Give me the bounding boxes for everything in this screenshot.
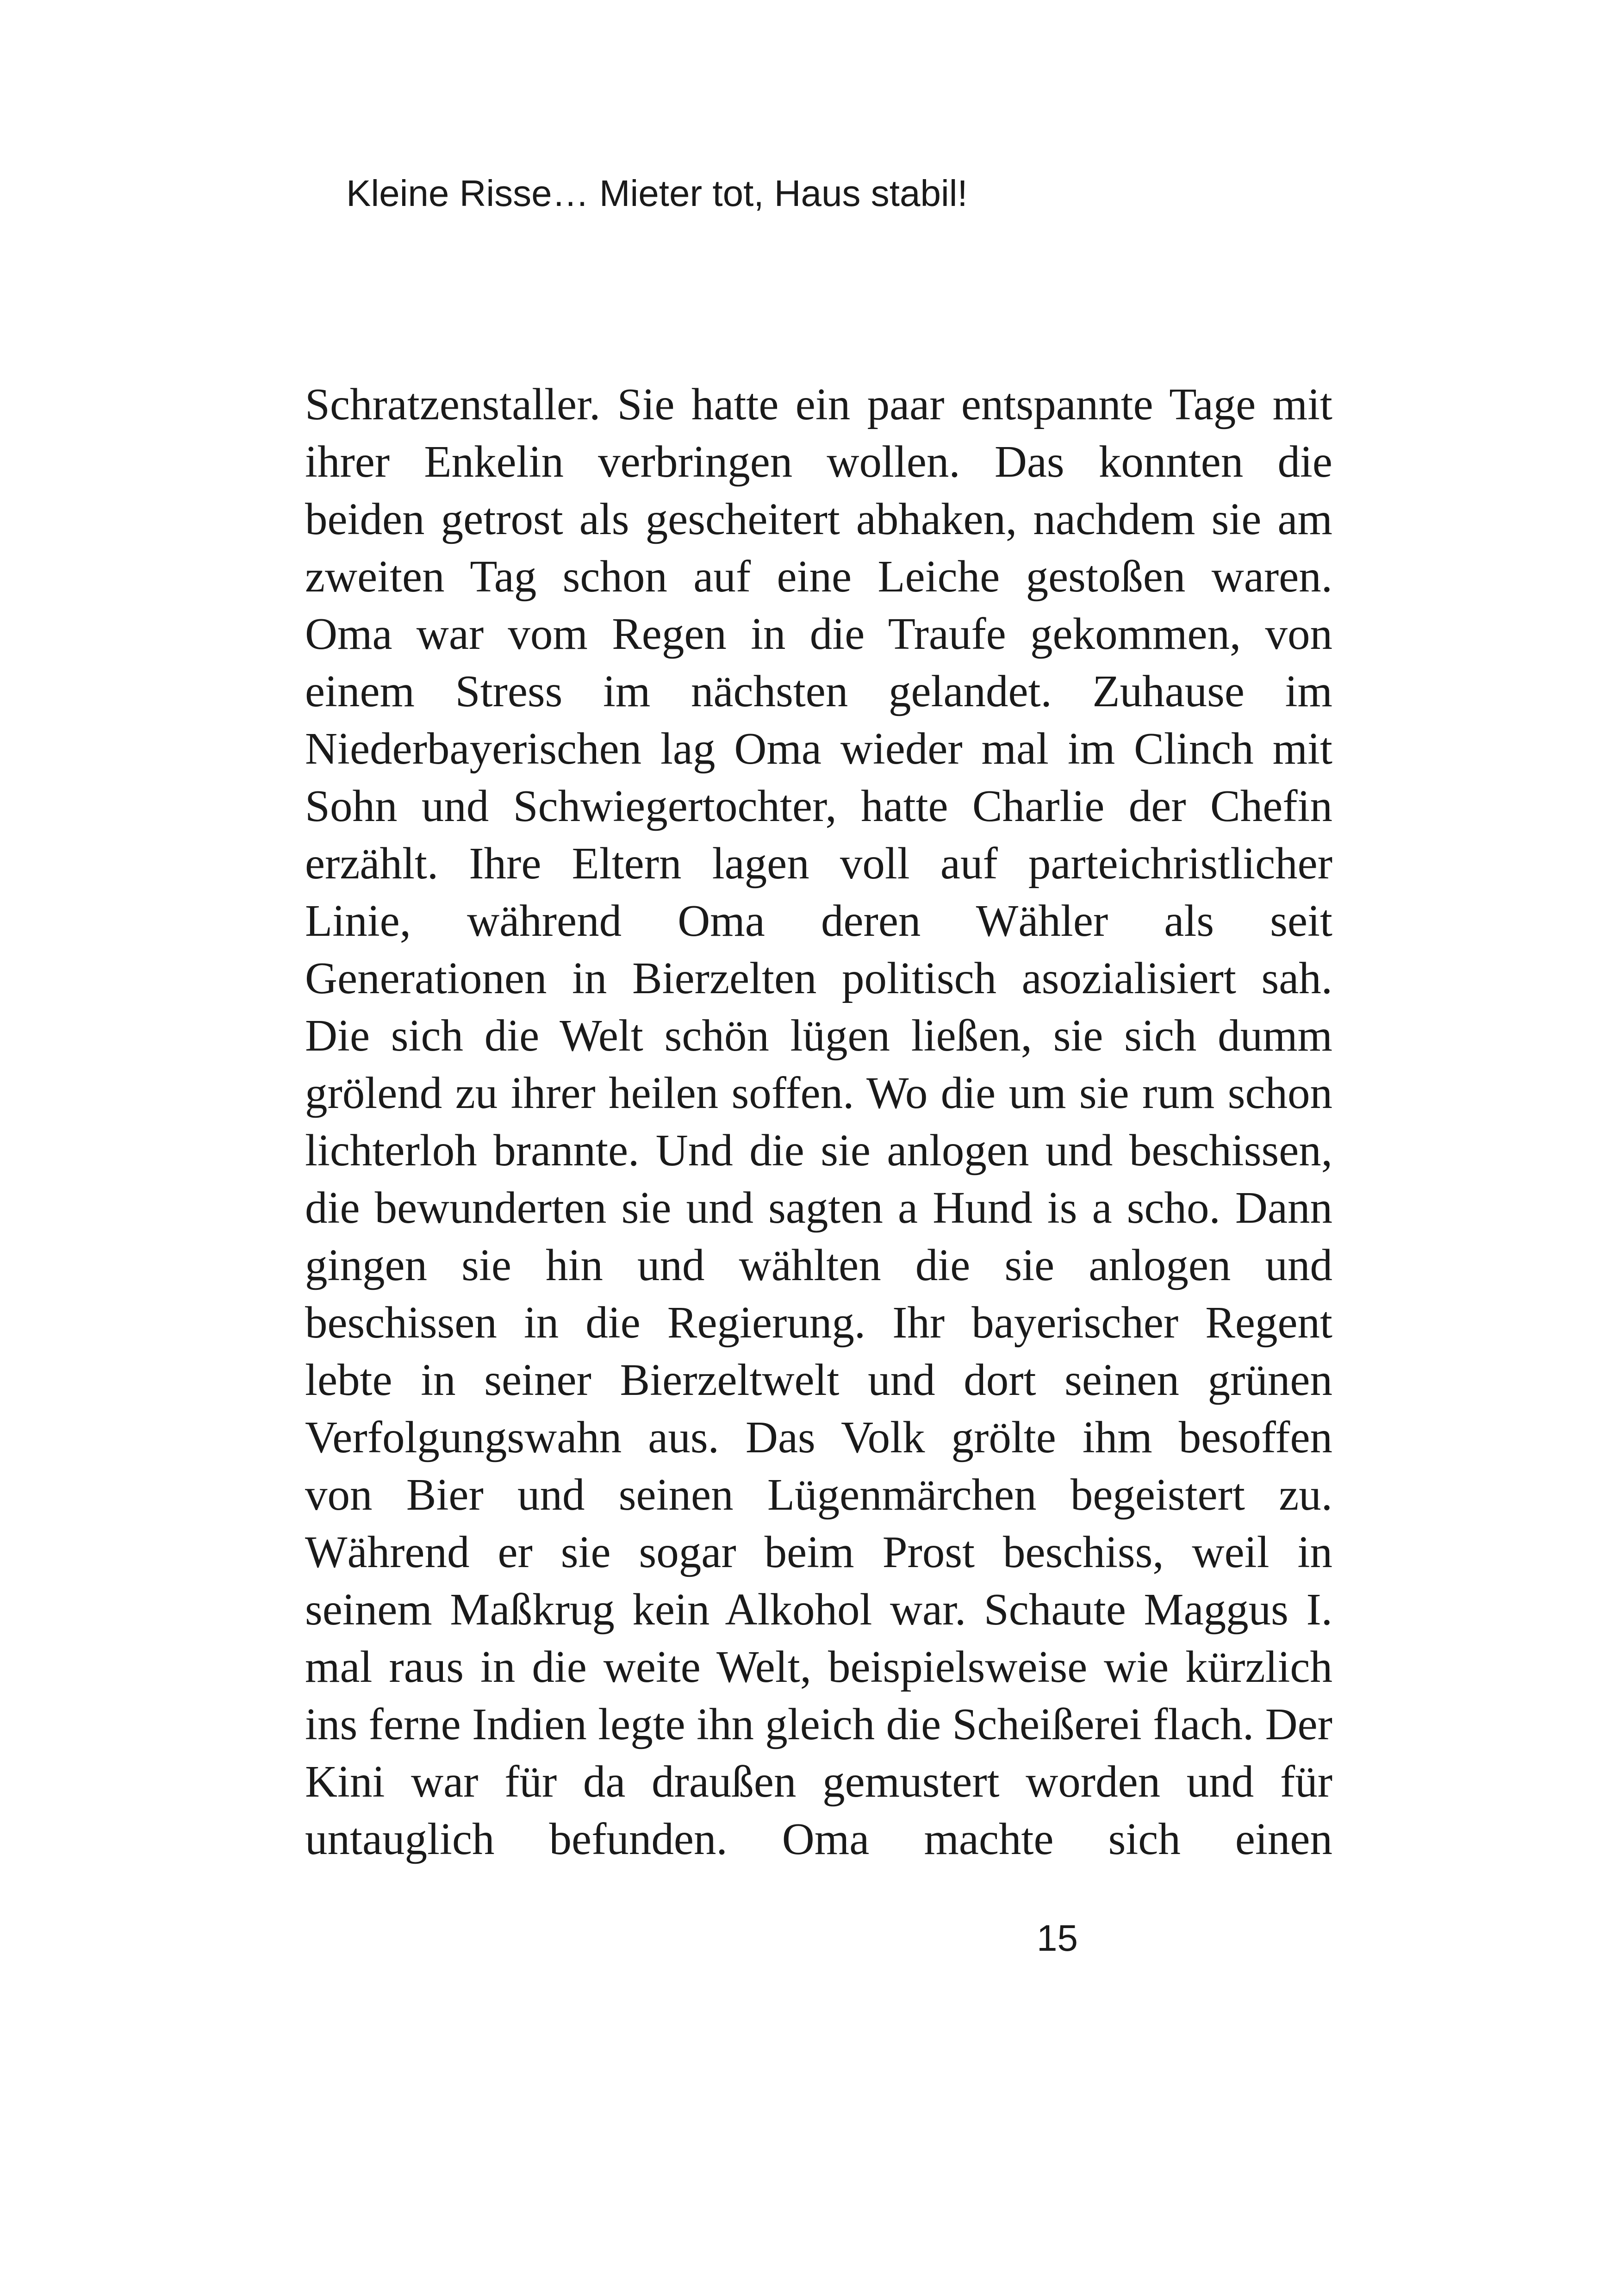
text-line: Schratzenstaller. Sie hatte ein paar entspannte Tage mit — [305, 380, 1332, 429]
text-line: von Bier und seinen Lügenmärchen begeistert zu. — [305, 1470, 1332, 1519]
text-line: Niederbayerischen lag Oma wieder mal im Clinch mit — [305, 724, 1332, 773]
text-line: mal raus in die weite Welt, beispielsweise wie kürzlich — [305, 1642, 1332, 1692]
text-line: beschissen in die Regierung. Ihr bayerischer Regent — [305, 1298, 1332, 1347]
running-header: Kleine Risse… Mieter tot, Haus stabil! — [346, 173, 968, 214]
text-line: beiden getrost als gescheitert abhaken, nachdem sie am — [305, 494, 1332, 544]
text-line: Während er sie sogar beim Prost beschiss, weil in — [305, 1527, 1332, 1577]
text-line: Sohn und Schwiegertochter, hatte Charlie der Chefin — [305, 781, 1332, 831]
text-line: untauglich befunden. Oma machte sich einen — [305, 1814, 1332, 1864]
text-line: lichterloh brannte. Und die sie anlogen und beschissen, — [305, 1126, 1332, 1175]
text-line: Generationen in Bierzelten politisch asozialisiert sah. — [305, 953, 1332, 1003]
text-line: ins ferne Indien legte ihn gleich die Scheißerei flach. Der — [305, 1699, 1332, 1749]
page-number: 15 — [1037, 1917, 1078, 1959]
body-text — [305, 376, 1332, 1868]
text-line: lebte in seiner Bierzeltwelt und dort seinen grünen — [305, 1355, 1332, 1405]
text-line: einem Stress im nächsten gelandet. Zuhause im — [305, 666, 1332, 716]
text-line: die bewunderten sie und sagten a Hund is a scho. Dann — [305, 1183, 1332, 1232]
text-line: Kini war für da draußen gemustert worden und für — [305, 1757, 1332, 1806]
text-line: seinem Maßkrug kein Alkohol war. Schaute Maggus I. — [305, 1585, 1332, 1634]
text-line: erzählt. Ihre Eltern lagen voll auf parteichristlicher — [305, 839, 1332, 888]
text-line: zweiten Tag schon auf eine Leiche gestoßen waren. — [305, 552, 1332, 601]
text-line: grölend zu ihrer heilen soffen. Wo die um sie rum schon — [305, 1068, 1332, 1118]
text-line: ihrer Enkelin verbringen wollen. Das konnten die — [305, 437, 1332, 486]
text-line: Die sich die Welt schön lügen ließen, sie sich dumm — [305, 1011, 1332, 1060]
text-line: gingen sie hin und wählten die sie anlogen und — [305, 1240, 1332, 1290]
text-line: Verfolgungswahn aus. Das Volk grölte ihm besoffen — [305, 1412, 1332, 1462]
text-line: Linie, während Oma deren Wähler als seit — [305, 896, 1332, 946]
text-line: Oma war vom Regen in die Traufe gekommen, von — [305, 609, 1332, 659]
